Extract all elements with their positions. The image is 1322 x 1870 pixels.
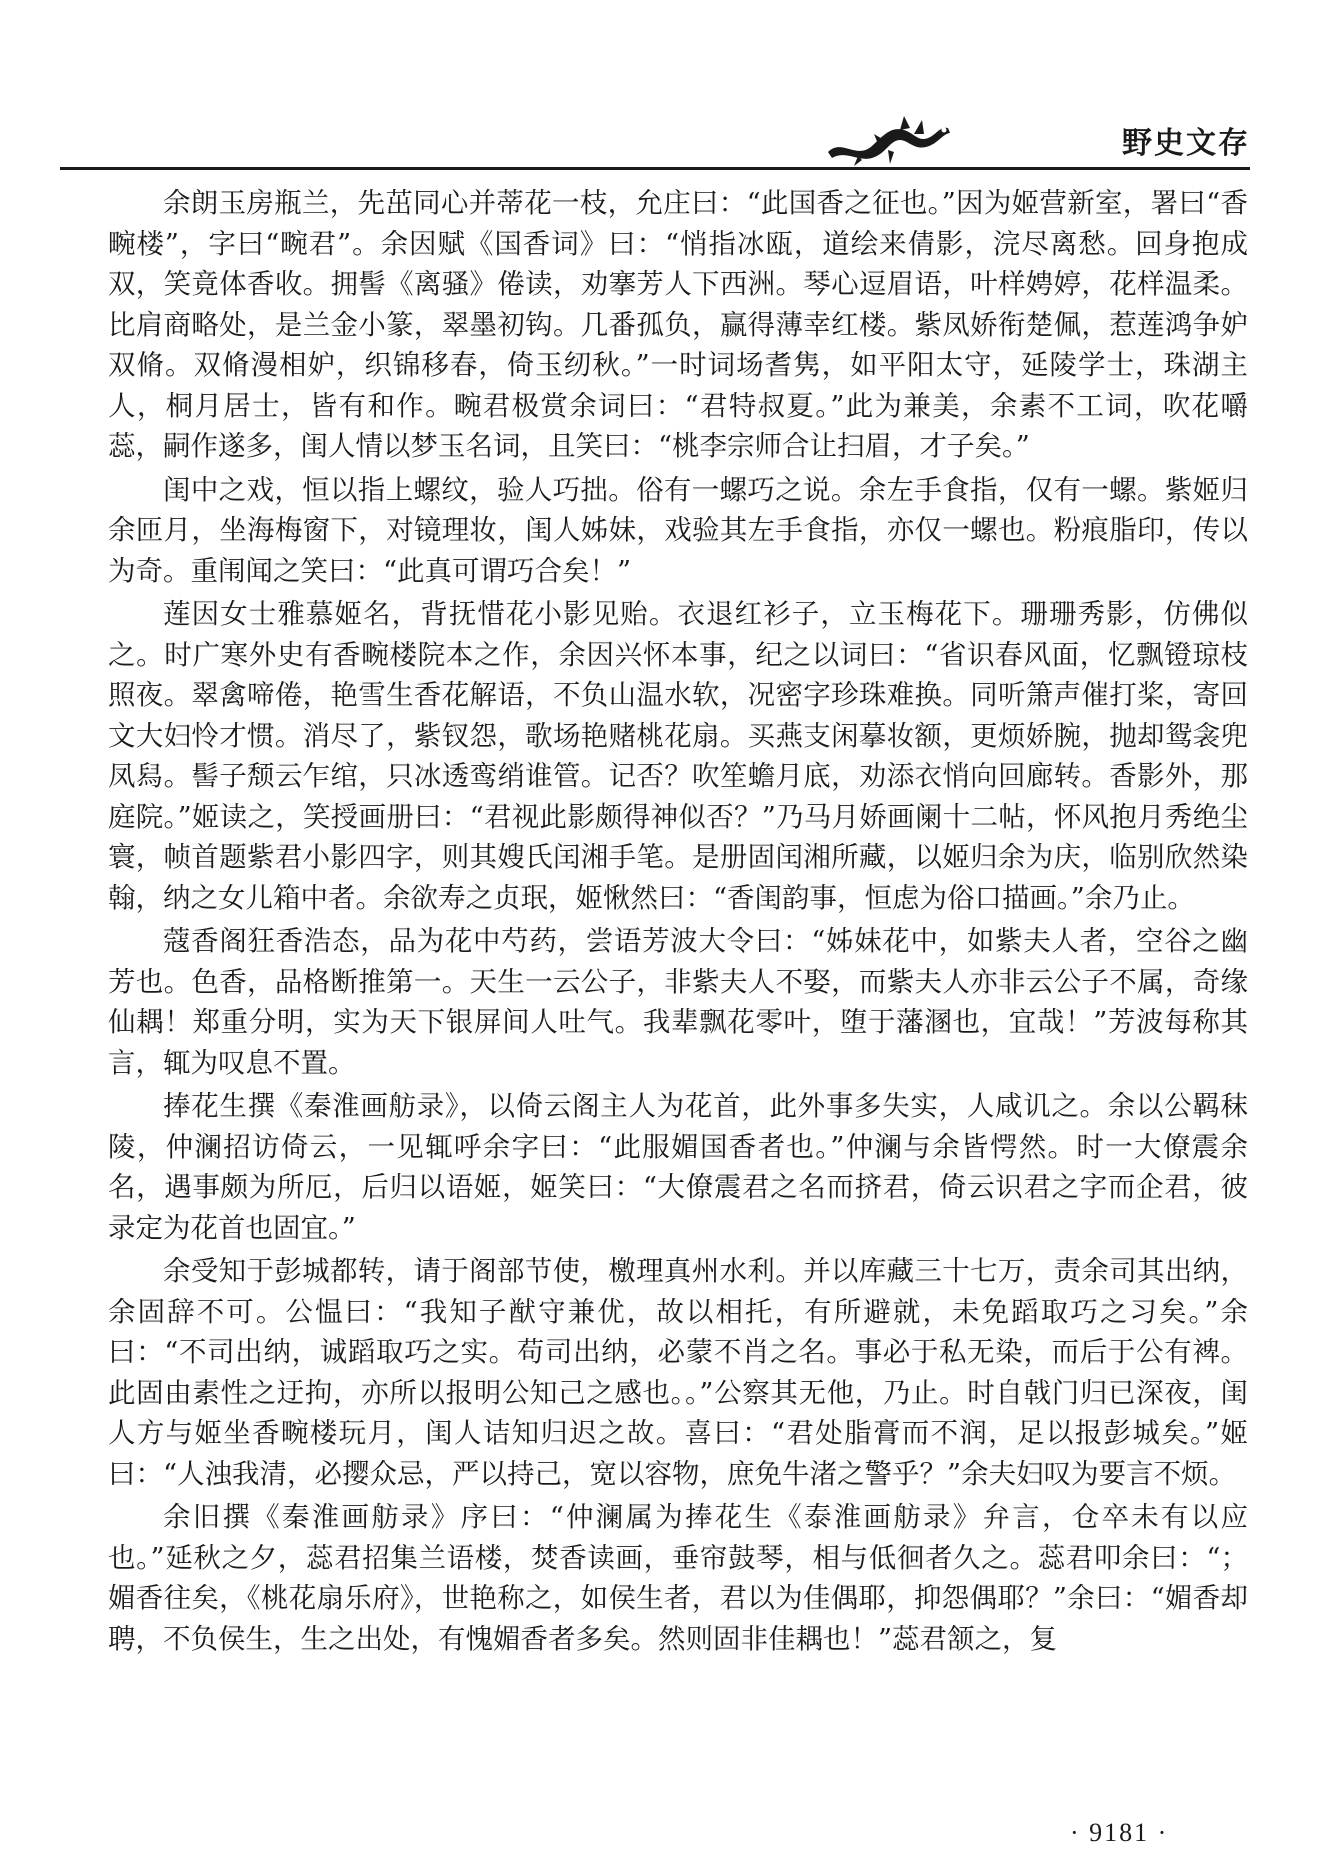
paragraph: 余朗玉房瓶兰，先茁同心并蒂花一枝，允庄曰：“此国香之征也。”因为姬营新室，署曰“香畹楼”，字曰“畹君”。余因赋《国香词》曰：“悄指冰瓯，道绘来倩影，浣尽离愁。回身抱成双，笑竟体香收。拥髻《离骚》倦读，劝搴芳人下西洲。琴心逗眉语，叶样娉婷，花样温柔。比肩商略处，是兰金小篆，翠墨初钩。几番孤负，赢得薄幸红楼。紫凤娇衔楚佩，惹莲鸿争妒双脩。双脩漫相妒，织锦移春，倚玉纫秋。”一时词场耆隽，如平阳太守，延陵学士，珠湖主人，桐月居士，皆有和作。畹君极赏余词曰：“君特叔夏。”此为兼美，余素不工词，吹花嚼蕊，嗣作遂多，闺人情以梦玉名词，且笑曰：“桃李宗师合让扫眉，才子矣。” [108, 187, 1248, 462]
header-rule [60, 167, 1250, 170]
running-header [60, 108, 1250, 168]
page-number: · 9181 · [1070, 1818, 1169, 1847]
body-text [108, 183, 1248, 1662]
paragraph: 蔻香阁狂香浩态，品为花中芍药，尝语芳波大令曰：“姊妹花中，如紫夫人者，空谷之幽芳也。色香，品格断推第一。天生一云公子，非紫夫人不娶，而紫夫人亦非云公子不属，奇缘仙耦！郑重分明，实为天下银屏间人吐气。我辈飘花零叶，堕于藩溷也，宜哉！”芳波每称其言，辄为叹息不置。 [108, 925, 1248, 1079]
dragon-icon [818, 108, 958, 168]
paragraph: 闺中之戏，恒以指上螺纹，验人巧拙。俗有一螺巧之说。余左手食指，仅有一螺。紫姬归余匝月，坐海梅窗下，对镜理妆，闺人姊妹，戏验其左手食指，亦仅一螺也。粉痕脂印，传以为奇。重闱闻之笑曰：“此真可谓巧合矣！” [108, 473, 1248, 587]
paragraph: 余旧撰《秦淮画舫录》序曰：“仲澜属为捧花生《泰淮画舫录》弁言，仓卒未有以应也。”延秋之夕，蕊君招集兰语楼，焚香读画，垂帘鼓琴，相与低徊者久之。蕊君叩余曰：“；媚香往矣，《桃花扇乐府》，世艳称之，如侯生者，君以为佳偶耶，抑怨偶耶？”余曰：“媚香却聘，不负侯生，生之出处，有愧媚香者多矣。然则固非佳耦也！”蕊君颔之，复 [108, 1501, 1248, 1655]
paragraph: 余受知于彭城都转，请于阁部节使，檄理真州水利。并以库藏三十七万，责余司其出纳，余固辞不可。公愠曰：“我知子猷守兼优，故以相托，有所避就，未免蹈取巧之习矣。”余曰：“不司出纳，诚蹈取巧之实。苟司出纳，必蒙不肖之名。事必于私无染，而后于公有裨。此固由素性之迂拘，亦所以报明公知己之感也。。”公察其无他，乃止。时自戟门归已深夜，闺人方与姬坐香畹楼玩月，闺人诘知归迟之故。喜曰：“君处脂膏而不润，足以报彭城矣。”姬曰：“人浊我清，必撄众忌，严以持己，宽以容物，庶免牛渚之警乎？”余夫妇叹为要言不烦。 [108, 1255, 1248, 1490]
running-header-title: 野史文存 [1122, 126, 1250, 161]
paragraph: 捧花生撰《秦淮画舫录》，以倚云阁主人为花首，此外事多失实，人咸讥之。余以公羁秣陵，仲澜招访倚云，一见辄呼余字曰：“此服媚国香者也。”仲澜与余皆愕然。时一大僚震余名，遇事颇为所厄，后归以语姬，姬笑曰：“大僚震君之名而挤君，倚云识君之字而企君，彼录定为花首也固宜。” [108, 1090, 1248, 1244]
paragraph: 莲因女士雅慕姬名，背抚惜花小影见贻。衣退红衫子，立玉梅花下。珊珊秀影，仿佛似之。时广寒外史有香畹楼院本之作，余因兴怀本事，纪之以词曰：“省识春风面，忆飘镫琼枝照夜。翠禽啼倦，艳雪生香花解语，不负山温水软，况密字珍珠难换。同听箫声催打桨，寄回文大妇怜才惯。消尽了，紫钗怨，歌场艳赌桃花扇。买燕支闲摹妆额，更烦娇腕，抛却鸳衾兜凤舄。髻子颓云乍绾，只冰透鸾绡谁管。记否？吹笙蟾月底，劝添衣悄向回廊转。香影外，那庭院。”姬读之，笑授画册曰：“君视此影颇得神似否？”乃马月娇画阑十二帖，怀风抱月秀绝尘寰，帧首题紫君小影四字，则其嫂氏闰湘手笔。是册固闰湘所藏，以姬归余为庆，临别欣然染翰，纳之女儿箱中者。余欲寿之贞珉，姬愀然曰：“香闺韵事，恒虑为俗口描画。”余乃止。 [108, 598, 1248, 914]
